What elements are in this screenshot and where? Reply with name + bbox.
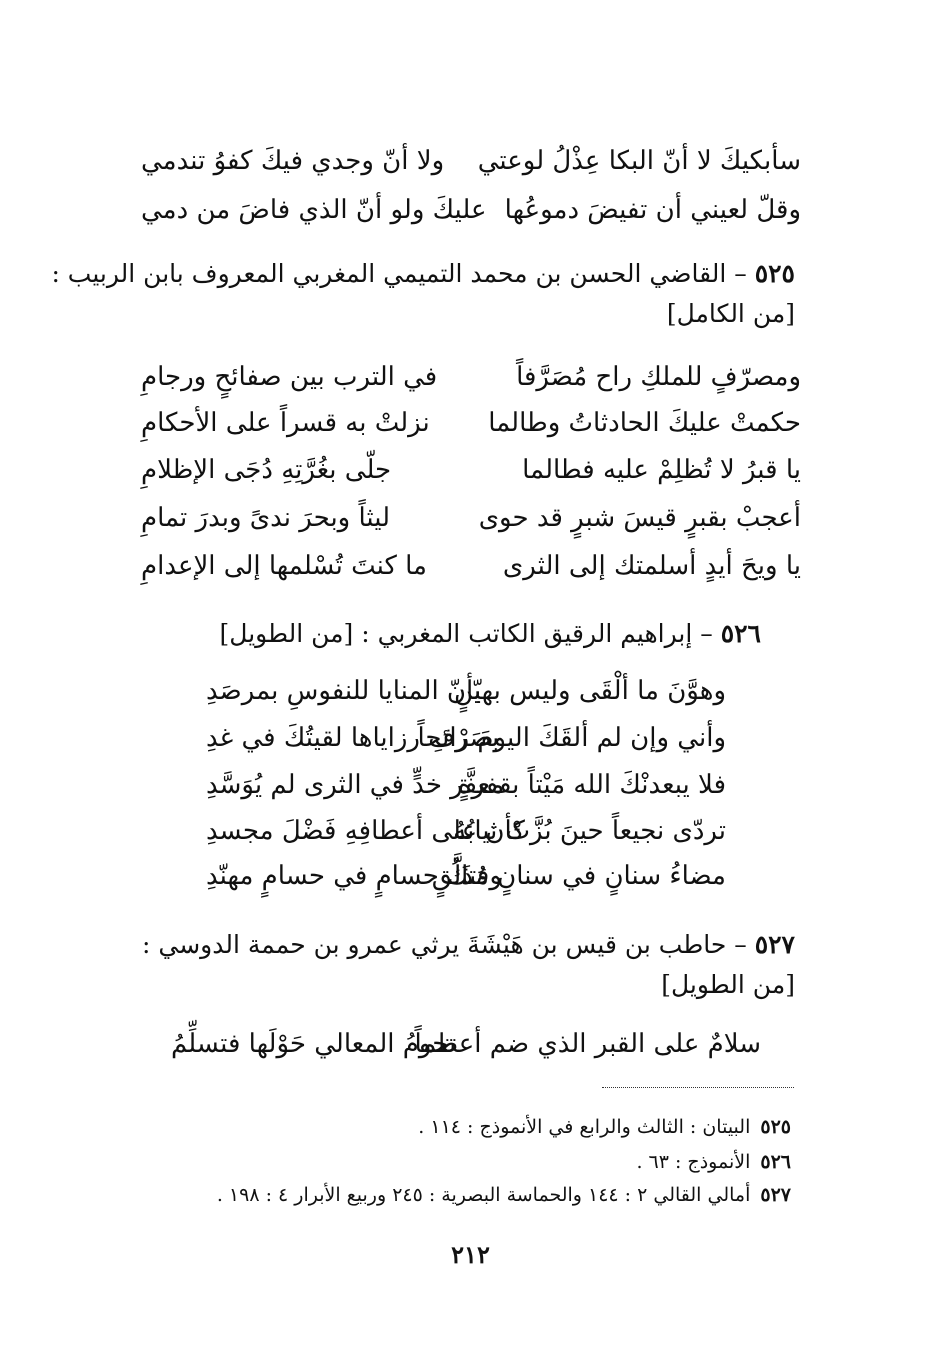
hemistich-first: فلا يبعدنْكَ الله مَيْتاً بقفرةٍ xyxy=(457,770,726,800)
entry-number: ٥٢٦ xyxy=(720,619,761,648)
page-number: ٢١٢ xyxy=(451,1240,490,1269)
hemistich-second: تحومُ المعالي حَوْلَها فتسلِّمُ xyxy=(171,1029,457,1059)
entry-number: ٥٢٧ xyxy=(754,930,795,959)
hemistich-second: ما كنتَ تُسْلمها إلى الإعدامِ xyxy=(141,551,427,581)
footnote-number: ٥٢٦ xyxy=(760,1151,791,1173)
verse-line xyxy=(141,400,801,446)
footnote-number: ٥٢٧ xyxy=(760,1184,791,1206)
hemistich-first: أعجبْ بقبرٍ قيسَ شبرٍ قد حوى xyxy=(478,503,801,533)
hemistich-second: عليكَ ولو أنّ الذي فاضَ من دمي xyxy=(141,195,487,225)
hemistich-first: وهوَّنَ ما ألْقَى وليس بهيّنٍ xyxy=(454,676,726,706)
verse-line xyxy=(141,495,801,541)
footnote xyxy=(217,1180,791,1210)
verse-line xyxy=(141,354,801,400)
hemistich-second: بأنّ المنايا للنفوسِ بمرصَدِ xyxy=(206,676,482,706)
entry-heading-527 xyxy=(142,925,795,1005)
entry-title: – القاضي الحسن بن محمد التميمي المغربي المعروف بابن الربيب : xyxy=(51,259,747,288)
hemistich-second: ليثاً وبحرَ ندىً وبدرَ تمامِ xyxy=(141,503,391,533)
hemistich-second: كأن على أعطافِهِ فَضْلَ مجسدِ xyxy=(206,816,525,846)
footnote-text: أمالي القالي ٢ : ١٤٤ والحماسة البصرية : ٢٤٥ وربيع الأبرار ٤ : ١٩٨ . xyxy=(216,1184,751,1206)
verse-line xyxy=(141,187,801,233)
entry-heading-526 xyxy=(220,614,761,654)
hemistich-first: سلامٌ على القبر الذي ضم أعظماً xyxy=(414,1029,761,1059)
verse-line xyxy=(206,808,726,854)
hemistich-first: يا قبرُ لا تُظلِمْ عليه فطالما xyxy=(522,455,801,485)
footnote xyxy=(636,1147,791,1177)
hemistich-second: في الترب بين صفائحٍ ورجامِ xyxy=(141,362,438,392)
verse-line xyxy=(206,762,726,808)
footnote-number: ٥٢٥ xyxy=(760,1116,791,1138)
entry-number: ٥٢٥ xyxy=(754,259,795,288)
hemistich-first: وقلّ لعيني أن تفيضَ دموعُها xyxy=(504,195,801,225)
verse-line xyxy=(141,138,801,184)
hemistich-second: وفتكُ حسامٍ في حسامٍ مهنّدِ xyxy=(206,861,502,891)
hemistich-second: ولا أنّ وجدي فيكَ كفوُ تندمي xyxy=(141,146,445,176)
hemistich-first: مضاءُ سنانٍ في سنانٍ مُذَلَّقٍ xyxy=(431,861,726,891)
verse-line xyxy=(206,668,726,714)
entry-title: – إبراهيم الرقيق الكاتب المغربي : [من الطويل] xyxy=(219,619,713,648)
meter-label: [من الطويل] xyxy=(661,970,795,999)
meter-label: [من الكامل] xyxy=(666,299,795,328)
hemistich-first: حكمتْ عليكَ الحادثاتُ وطالما xyxy=(488,408,801,438)
hemistich-first: وأني وإن لم ألقَكَ اليومَ رائحاً xyxy=(417,723,726,753)
verse-line xyxy=(171,1021,761,1067)
entry-heading-525 xyxy=(51,254,795,334)
verse-line xyxy=(206,853,726,899)
footnote-text: الأنموذج : ٦٣ . xyxy=(636,1151,751,1173)
footnote-text: البيتان : الثالث والرابع في الأنموذج : ١١٤ . xyxy=(418,1116,751,1138)
hemistich-first: تردّى نجيعاً حينَ بُزَّتْ ثيابُهُ xyxy=(453,816,726,846)
hemistich-second: نزلتْ به قسراً على الأحكامِ xyxy=(141,408,430,438)
entry-title: – حاطب بن قيس بن هَيْشَةَ يرثي عمرو بن حممة الدوسي : xyxy=(142,930,747,959)
verse-line xyxy=(206,715,726,761)
hemistich-second: معفَّر خدٍّ في الثرى لم يُوَسَّدِ xyxy=(206,770,505,800)
verse-line xyxy=(141,543,801,589)
hemistich-first: ومصرّفٍ للملكِ راح مُصَرَّفاً xyxy=(516,362,801,392)
footnote xyxy=(418,1112,791,1142)
hemistich-second: بصَرْفِ رزاياها لقيتُكَ في غدِ xyxy=(206,723,500,753)
verse-line xyxy=(141,447,801,493)
hemistich-first: سأبكيكَ لا أنّ البكا عِذْلُ لوعتي xyxy=(477,146,801,176)
hemistich-second: جلّى بغُرَّتِهِ دُجَى الإظلامِ xyxy=(141,455,392,485)
footnote-divider xyxy=(602,1087,794,1088)
hemistich-first: يا ويحَ أيدٍ أسلمتك إلى الثرى xyxy=(502,551,801,581)
